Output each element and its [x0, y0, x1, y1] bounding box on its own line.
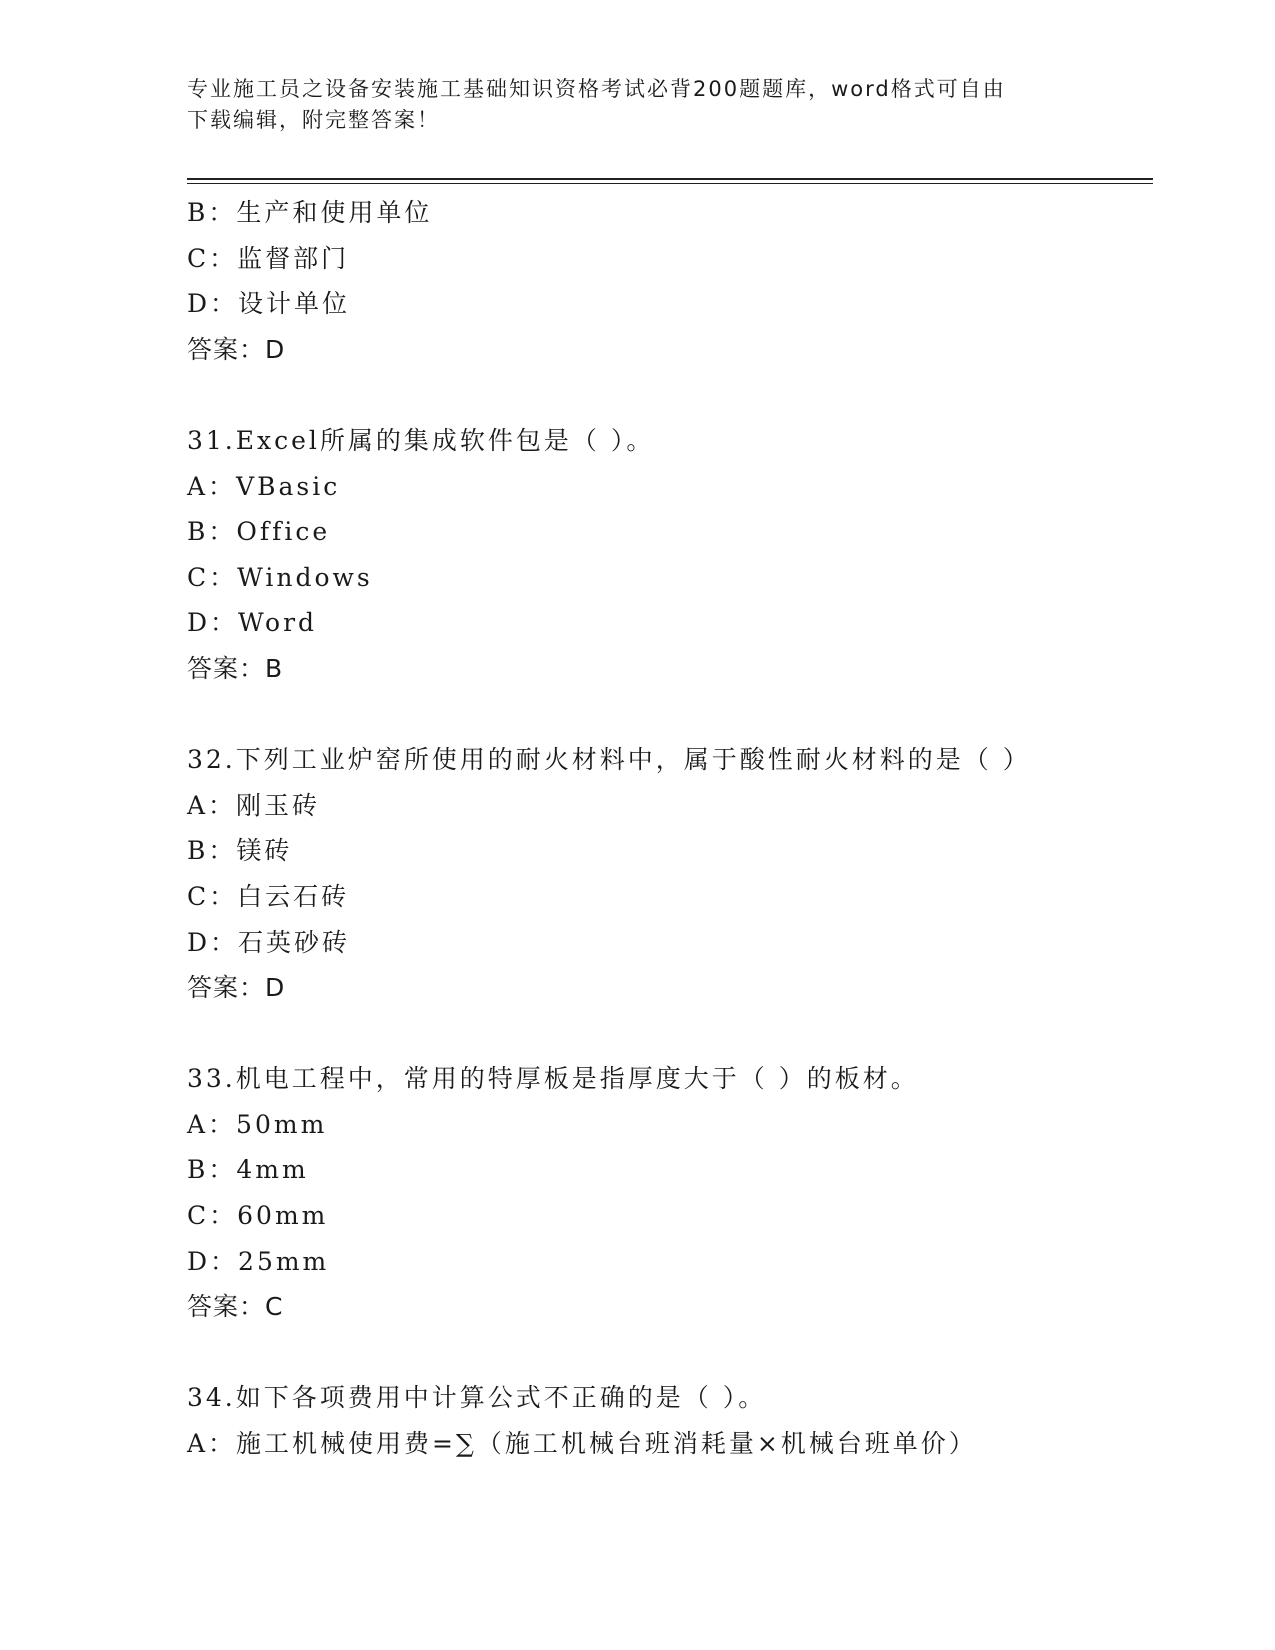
question-list: [187, 190, 1153, 1467]
option-b: B：4mm: [187, 1155, 309, 1185]
option-a: A：50mm: [187, 1109, 328, 1139]
option-b: B：生产和使用单位: [187, 198, 433, 227]
option-b: B：Office: [187, 517, 331, 547]
option-d: D：Word: [187, 608, 318, 638]
option-c: C：白云石砖: [187, 881, 350, 911]
header-divider: [187, 178, 1153, 180]
answer-line: 答案：D: [187, 334, 286, 364]
question-gap: [187, 692, 1153, 738]
option-d: D：25mm: [187, 1246, 330, 1276]
answer-line: 答案：C: [187, 1292, 284, 1322]
option-d: D：设计单位: [187, 289, 351, 319]
header-line-1: 专业施工员之设备安装施工基础知识资格考试必背200题题库，word格式可自由: [187, 77, 1006, 101]
question-stem-31: 31.Excel所属的集成软件包是（ ）。: [187, 425, 655, 455]
header-divider-thin: [187, 183, 1153, 184]
question-stem-33: 33.机电工程中，常用的特厚板是指厚度大于（ ）的板材。: [187, 1064, 919, 1094]
question-stem-32: 32.下列工业炉窑所使用的耐火材料中，属于酸性耐火材料的是（ ）: [187, 745, 1031, 775]
option-c: C：Windows: [187, 562, 373, 592]
option-b: B：镁砖: [187, 836, 293, 866]
document-header: [187, 74, 1067, 136]
option-a: A：施工机械使用费=∑（施工机械台班消耗量×机械台班单价）: [187, 1429, 977, 1459]
option-c: C：60mm: [187, 1201, 329, 1231]
option-a: A：VBasic: [187, 471, 341, 501]
option-a: A：刚玉砖: [187, 790, 321, 820]
option-c: C：监督部门: [187, 243, 350, 273]
option-d: D：石英砂砖: [187, 927, 351, 957]
answer-line: 答案：B: [187, 653, 284, 683]
question-stem-34: 34.如下各项费用中计算公式不正确的是（ ）。: [187, 1383, 767, 1413]
answer-line: 答案：D: [187, 973, 286, 1003]
header-line-2: 下载编辑，附完整答案！: [187, 108, 440, 132]
question-gap: [187, 1330, 1153, 1376]
question-gap: [187, 372, 1153, 418]
question-gap: [187, 1011, 1153, 1057]
